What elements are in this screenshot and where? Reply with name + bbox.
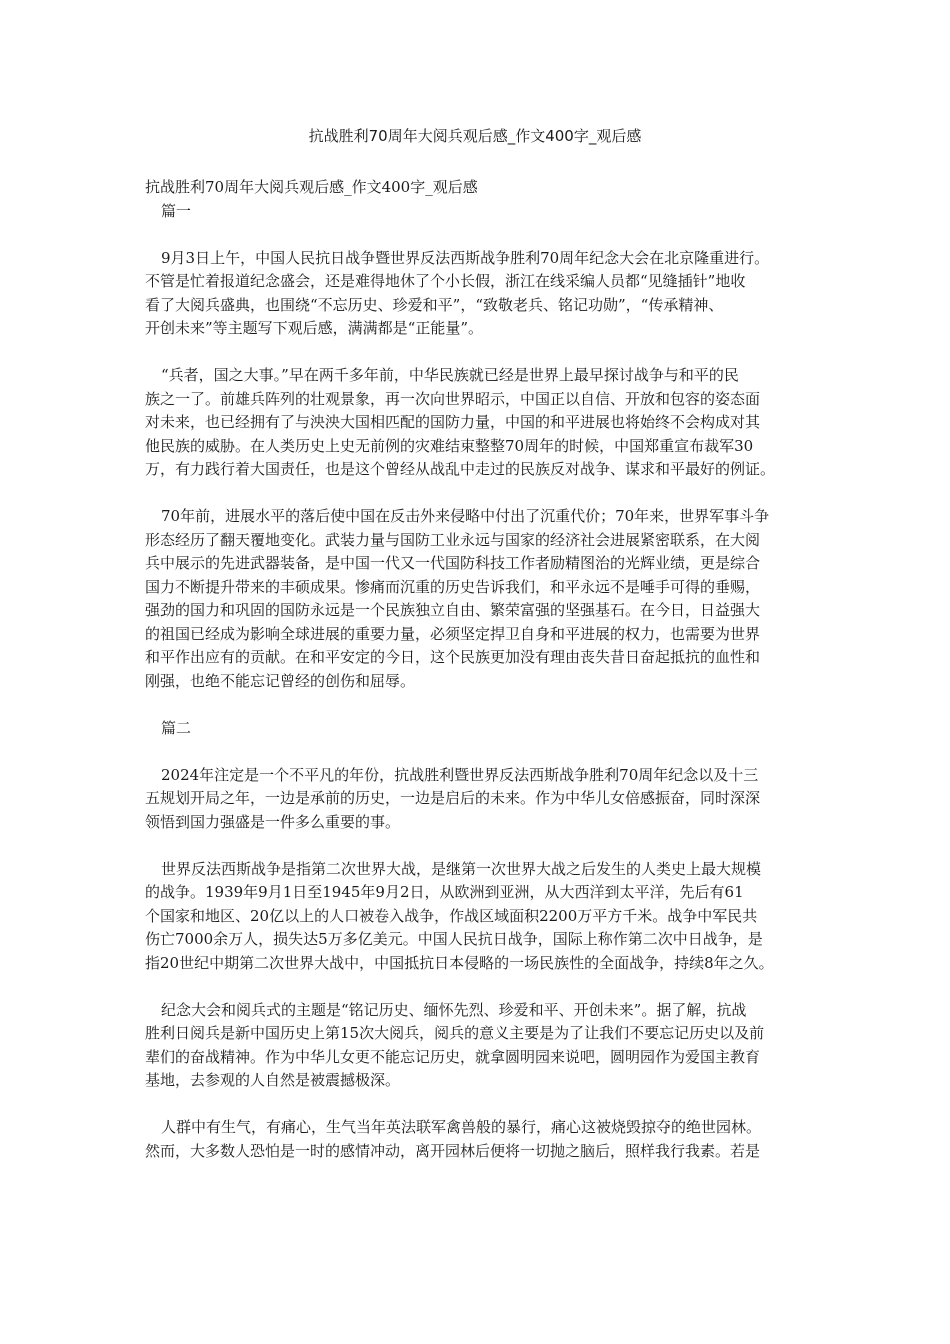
text-line: 世界反法西斯战争是指第二次世界大战，是继第一次世界大战之后发生的人类史上最大规模 — [161, 859, 762, 878]
text-line: 2024年注定是一个不平凡的年份，抗战胜利暨世界反法西斯战争胜利70周年纪念以及十三 — [161, 765, 759, 784]
text-line: 领悟到国力强盛是一件多么重要的事。 — [145, 812, 401, 831]
text-line: 看了大阅兵盛典，也围绕“不忘历史、珍爱和平”，“致敬老兵、铭记功勋”，“传承精神、 — [145, 295, 724, 314]
text-line: 强劲的国力和巩固的国防永远是一个民族独立自由、繁荣富强的坚强基石。在今日，日益强大 — [145, 601, 761, 619]
text-line: 基地，去参观的人自然是被震撼极深。 — [145, 1071, 401, 1089]
text-line: 胜利日阅兵是新中国历史上第15次大阅兵，阅兵的意义主要是为了让我们不要忘记历史以及前 — [145, 1024, 765, 1042]
text-line: 指20世纪中期第二次世界大战中，中国抵抗日本侵略的一场民族性的全面战争，持续8年之久。 — [145, 953, 774, 972]
text-line: 族之一了。前雄兵阵列的壮观景象，再一次向世界昭示，中国正以自信、开放和包容的姿态面 — [145, 389, 761, 408]
text-line: 刚强，也绝不能忘记曾经的创伤和屈辱。 — [145, 671, 416, 690]
text-line: 70年前，进展水平的落后使中国在反击外来侵略中付出了沉重代价；70年来，世界军事斗争 — [161, 507, 770, 525]
text-line: 然而，大多数人恐怕是一时的感情冲动，离开园林后便将一切抛之脑后，照样我行我素。若是 — [145, 1141, 761, 1160]
spacer — [145, 223, 810, 247]
document-subtitle: 抗战胜利70周年大阅兵观后感_作文400字_观后感 — [145, 178, 478, 196]
text-line: 人群中有生气，有痛心，生气当年英法联军禽兽般的暴行，痛心这被烧毁掠夺的绝世园林。 — [161, 1118, 762, 1136]
spacer — [145, 834, 810, 858]
text-line: 伤亡7000余万人，损失达5万多亿美元。中国人民抗日战争，国际上称作第二次中日战争，是 — [145, 930, 763, 948]
text-line: 万，有力践行着大国责任，也是这个曾经从战乱中走过的民族反对战争、谋求和平最好的例证。 — [145, 460, 776, 478]
text-line: 纪念大会和阅兵式的主题是“铭记历史、缅怀先烈、珍爱和平、开创未来”。据了解，抗战 — [161, 1000, 747, 1019]
text-line: 兵中展示的先进武器装备，是中国一代又一代国防科技工作者励精图治的光辉业绩，更是综合 — [145, 554, 761, 572]
text-line: 国力不断提升带来的丰硕成果。惨痛而沉重的历史告诉我们，和平永远不是唾手可得的垂赐， — [145, 577, 761, 596]
text-line: 五规划开局之年，一边是承前的历史，一边是启后的未来。作为中华儿女倍感振奋，同时深深 — [145, 789, 761, 807]
spacer — [145, 1093, 810, 1117]
spacer — [145, 482, 810, 506]
text-line: 9月3日上午，中国人民抗日战争暨世界反法西斯战争胜利70周年纪念大会在北京隆重进行。 — [161, 248, 770, 267]
text-line: 形态经历了翻天覆地变化。武装力量与国防工业永远与国家的经济社会进展紧密联系，在大阅 — [145, 530, 761, 549]
text-line: “兵者，国之大事。”早在两千多年前，中华民族就已经是世界上最早探讨战争与和平的民 — [161, 366, 739, 384]
document-title: 抗战胜利70周年大阅兵观后感_作文400字_观后感 — [308, 127, 642, 145]
spacer — [145, 975, 810, 999]
spacer — [145, 740, 810, 764]
text-line: 和平作出应有的贡献。在和平安定的今日，这个民族更加没有理由丧失昔日奋起抵抗的血性和 — [145, 648, 761, 666]
text-line: 开创未来”等主题写下观后感，满满都是“正能量”。 — [145, 319, 484, 337]
text-line: 不管是忙着报道纪念盛会，还是难得地休了个小长假，浙江在线采编人员都“见缝插针”地收 — [145, 272, 746, 290]
text-line: 的战争。1939年9月1日至1945年9月2日，从欧洲到亚洲，从大西洋到太平洋，先后有61 — [145, 883, 744, 901]
section-label-one: 篇一 — [161, 201, 192, 220]
spacer — [145, 693, 810, 717]
spacer — [145, 341, 810, 365]
text-line: 个国家和地区、20亿以上的人口被卷入战争，作战区域面积2200万平方千米。战争中军民共 — [145, 906, 758, 925]
text-line: 的祖国已经成为影响全球进展的重要力量，必须坚定捍卫自身和平进展的权力，也需要为世界 — [145, 624, 761, 643]
text-line: 对未来，也已经拥有了与泱泱大国相匹配的国防力量，中国的和平进展也将始终不会构成对其 — [145, 413, 761, 431]
section-label-two: 篇二 — [161, 718, 192, 737]
text-line: 他民族的威胁。在人类历史上史无前例的灾难结束整整70周年的时候，中国郑重宣布裁军30 — [145, 436, 754, 455]
text-line: 辈们的奋战精神。作为中华儿女更不能忘记历史，就拿圆明园来说吧，圆明园作为爱国主教育 — [145, 1047, 761, 1066]
document-body — [145, 176, 810, 1163]
